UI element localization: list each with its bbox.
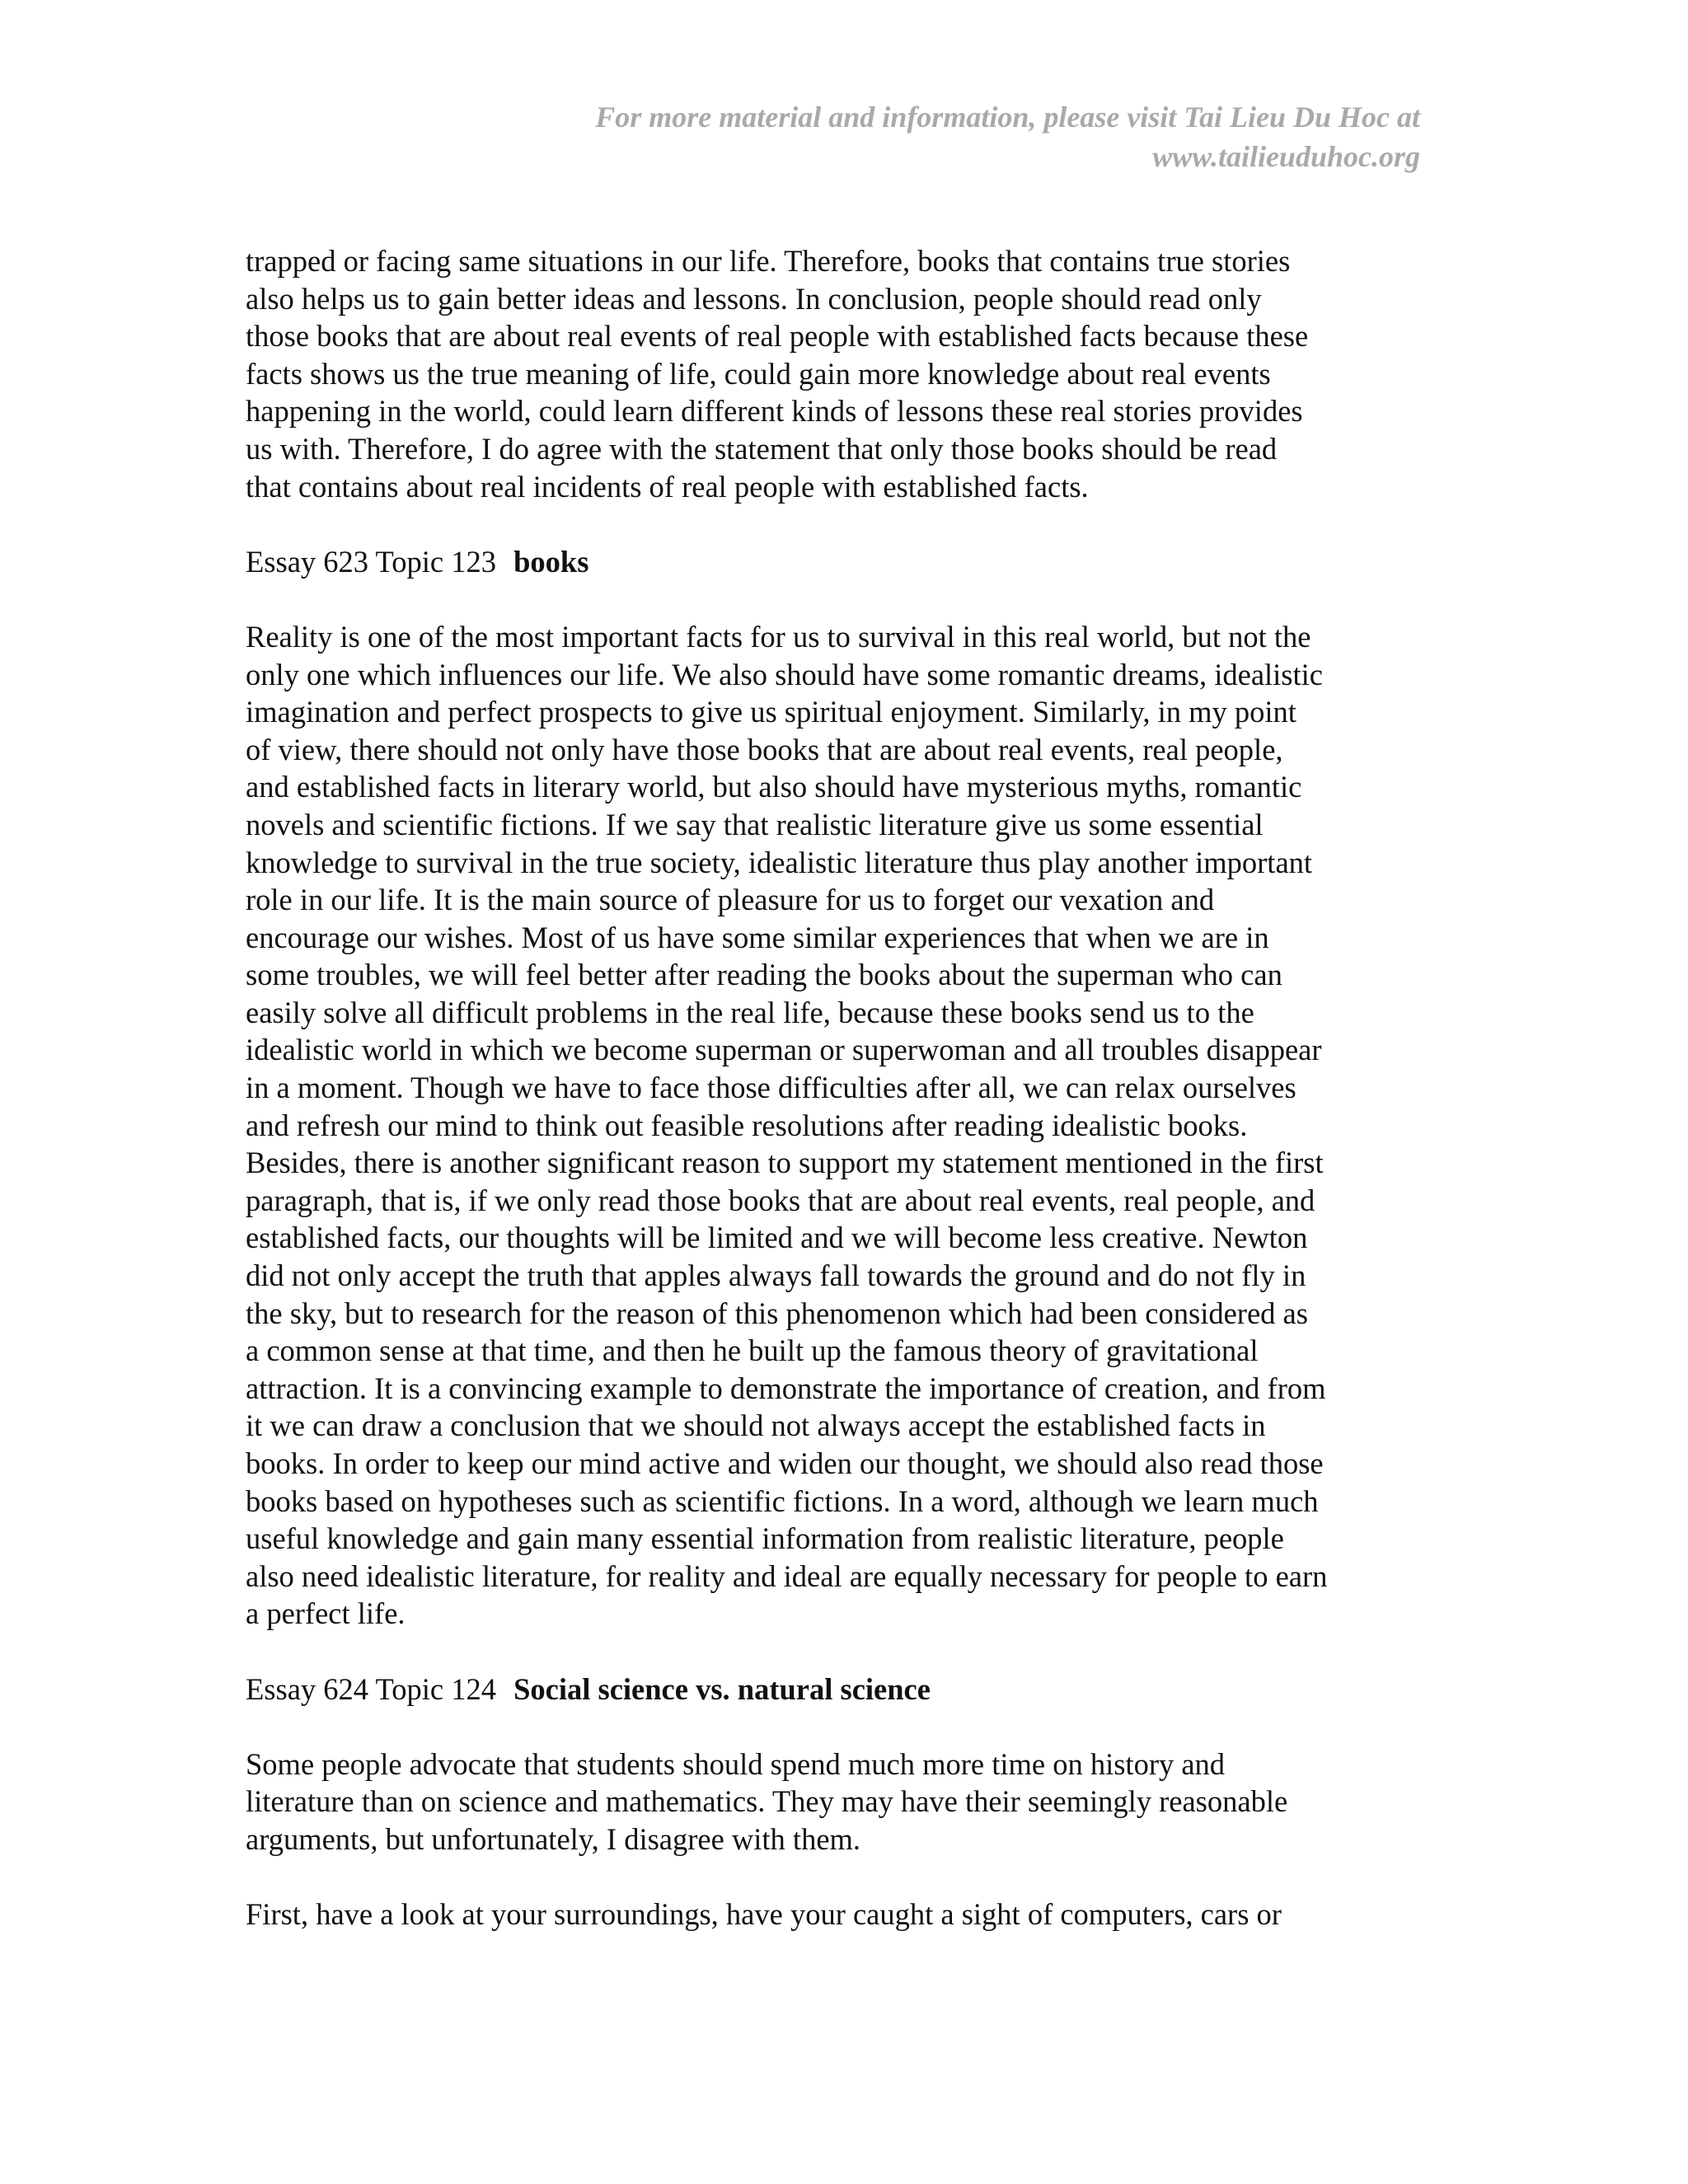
text-line: that contains about real incidents of real people with established facts. — [246, 469, 1089, 504]
text-line: Besides, there is another significant reason to support my statement mentioned in the first — [246, 1146, 1324, 1180]
text-line: trapped or facing same situations in our life. Therefore, books that contains true stories — [246, 244, 1291, 278]
essay-623-paragraph — [246, 618, 1432, 1633]
essay-624-paragraph-2 — [246, 1896, 1432, 1933]
paragraph-continuation — [246, 242, 1432, 505]
text-line: the sky, but to research for the reason of this phenomenon which had been considered as — [246, 1296, 1308, 1330]
text-line: useful knowledge and gain many essential information from realistic literature, people — [246, 1521, 1284, 1556]
text-line: First, have a look at your surroundings, have your caught a sight of computers, cars or — [246, 1897, 1282, 1932]
essay-623-heading — [246, 543, 1432, 581]
text-line: it we can draw a conclusion that we should not always accept the established facts in — [246, 1408, 1266, 1443]
essay-624-paragraph-1 — [246, 1746, 1432, 1858]
essay-624-heading — [246, 1671, 1432, 1708]
text-line: Some people advocate that students should spend much more time on history and — [246, 1746, 1226, 1781]
text-line: novels and scientific fictions. If we say that realistic literature give us some essential — [246, 807, 1264, 841]
header-line-2: www.tailieuduhoc.org — [1152, 140, 1420, 173]
text-line: only one which influences our life. We also should have some romantic dreams, idealistic — [246, 657, 1323, 691]
text-line: a perfect life. — [246, 1596, 406, 1631]
text-line: idealistic world in which we become superman or superwoman and all troubles disappear — [246, 1033, 1322, 1067]
essay-624-title: Social science vs. natural science — [513, 1671, 931, 1706]
text-line: literature than on science and mathematics. They may have their seemingly reasonable — [246, 1784, 1288, 1819]
text-line: also need idealistic literature, for reality and ideal are equally necessary for people to earn — [246, 1558, 1328, 1593]
text-line: and established facts in literary world, but also should have mysterious myths, romantic — [246, 770, 1302, 804]
text-line: books based on hypotheses such as scientific fictions. In a word, although we learn much — [246, 1483, 1319, 1518]
text-line: encourage our wishes. Most of us have some similar experiences that when we are in — [246, 920, 1269, 954]
page-header — [431, 97, 1420, 176]
text-line: those books that are about real events of real people with established facts because these — [246, 319, 1309, 354]
text-line: arguments, but unfortunately, I disagree with them. — [246, 1821, 861, 1856]
text-line: of view, there should not only have those books that are about real events, real people, — [246, 732, 1283, 766]
text-line: paragraph, that is, if we only read those books that are about real events, real people, and — [246, 1183, 1315, 1217]
text-line: books. In order to keep our mind active and widen our thought, we should also read those — [246, 1446, 1324, 1480]
text-line: Reality is one of the most important facts for us to survival in this real world, but not the — [246, 619, 1311, 654]
text-line: established facts, our thoughts will be limited and we will become less creative. Newton — [246, 1221, 1308, 1255]
text-line: in a moment. Though we have to face those difficulties after all, we can relax ourselves — [246, 1071, 1296, 1105]
text-line: role in our life. It is the main source of pleasure for us to forget our vexation and — [246, 883, 1215, 917]
text-line: a common sense at that time, and then he built up the famous theory of gravitational — [246, 1333, 1259, 1368]
text-line: also helps us to gain better ideas and lessons. In conclusion, people should read only — [246, 281, 1262, 316]
text-line: us with. Therefore, I do agree with the statement that only those books should be read — [246, 431, 1278, 466]
essay-624-label: Essay 624 Topic 124 — [246, 1671, 496, 1706]
text-line: some troubles, we will feel better after reading the books about the superman who can — [246, 958, 1282, 992]
text-line: attraction. It is a convincing example to demonstrate the importance of creation, and from — [246, 1371, 1326, 1405]
document-body — [246, 242, 1432, 1971]
text-line: and refresh our mind to think out feasible resolutions after reading idealistic books. — [246, 1108, 1248, 1142]
header-line-1: For more material and information, please visit Tai Lieu Du Hoc at — [595, 101, 1420, 134]
text-line: knowledge to survival in the true society, idealistic literature thus play another important — [246, 845, 1313, 879]
text-line: imagination and perfect prospects to give us spiritual enjoyment. Similarly, in my point — [246, 695, 1296, 729]
text-line: happening in the world, could learn different kinds of lessons these real stories provides — [246, 394, 1303, 429]
text-line: facts shows us the true meaning of life, could gain more knowledge about real events — [246, 356, 1271, 391]
text-line: easily solve all difficult problems in the real life, because these books send us to the — [246, 995, 1254, 1029]
essay-623-label: Essay 623 Topic 123 — [246, 544, 496, 579]
essay-623-title: books — [513, 544, 589, 579]
text-line: did not only accept the truth that apples always fall towards the ground and do not fly in — [246, 1258, 1306, 1293]
